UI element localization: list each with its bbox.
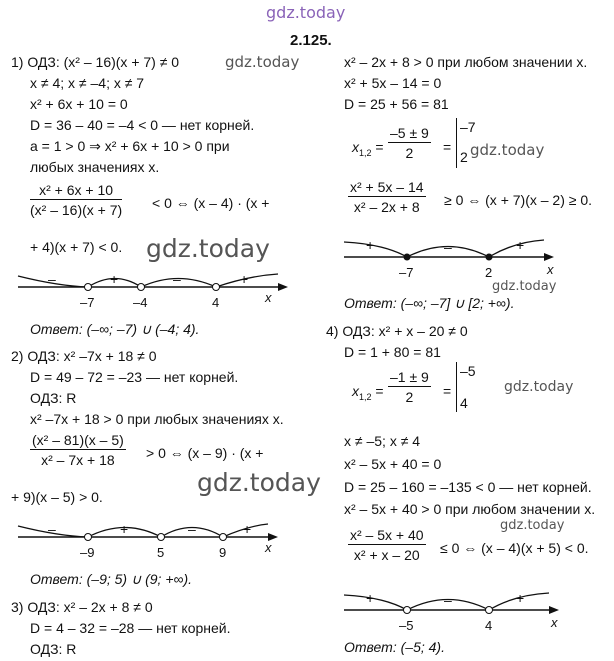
p1-line3: x² + 6x + 10 = 0 — [30, 96, 128, 112]
point-label: –9 — [80, 545, 95, 560]
watermark-large-2: gdz.today — [197, 468, 321, 497]
p3c-roots-fraction — [388, 126, 431, 160]
root-1: –5 — [460, 363, 476, 379]
point-label: 4 — [485, 618, 493, 633]
p2-fraction — [30, 433, 126, 467]
p2-line1: 2) ОДЗ: x² –7x + 18 ≠ 0 — [11, 348, 157, 364]
sign-label: – — [48, 521, 56, 537]
root-2: 4 — [460, 395, 468, 411]
p4-line4: x² – 5x + 40 = 0 — [344, 456, 442, 472]
p3-line1: 3) ОДЗ: x² – 2x + 8 ≠ 0 — [11, 599, 153, 615]
p3c-fraction — [348, 180, 426, 214]
p1-fraction-after: < 0 ⇔ (x – 4) · (x + — [152, 195, 270, 211]
p2-fraction-after: > 0 ⇔ (x – 9) · (x + — [146, 445, 264, 461]
p4-fraction-denominator: x² + x – 20 — [353, 547, 420, 563]
p4-answer: Ответ: (–5; 4). — [344, 639, 445, 655]
watermark-small: gdz.today — [492, 279, 557, 294]
p2-fraction-denominator: x² – 7x + 18 — [41, 452, 115, 468]
p2-line4: x² –7x + 18 > 0 при любых значениях x. — [30, 411, 284, 427]
p4-line1: 4) ОДЗ: x² + x – 20 ≠ 0 — [326, 323, 468, 339]
p4-roots-label: $x_{1,2}$ = — [352, 383, 384, 402]
p3-line3: ОДЗ: R — [30, 641, 77, 657]
p3c-roots-label: $x_{1,2}$ = — [352, 139, 384, 158]
p3c-fraction-after: ≥ 0 ⇔ (x + 7)(x – 2) ≥ 0. — [444, 192, 593, 208]
root-2: 2 — [460, 149, 468, 165]
p2-line3: ОДЗ: R — [30, 390, 77, 406]
watermark-inline-3: gdz.today — [504, 379, 574, 395]
p1-line7: + 4)(x + 7) < 0. — [30, 239, 123, 255]
p4-fraction-numerator: x² – 5x + 40 — [350, 527, 424, 543]
p3c-line3: D = 25 + 56 = 81 — [344, 96, 449, 112]
root-1: –7 — [460, 119, 476, 135]
p2-line5: + 9)(x – 5) > 0. — [11, 489, 103, 505]
watermark-large-1: gdz.today — [146, 234, 270, 263]
p2-line2: D = 49 – 72 = –23 — нет корней. — [30, 369, 239, 385]
roots-brace — [456, 118, 457, 168]
sign-label: + — [110, 271, 119, 287]
p1-line5: a = 1 > 0 ⇒ x² + 6x + 10 > 0 при — [30, 138, 230, 154]
watermark-small-2: gdz.today — [500, 518, 565, 533]
number-line-point — [486, 254, 493, 261]
roots-denominator: 2 — [405, 389, 414, 405]
number-line-arrow — [544, 253, 554, 261]
p1-answer: Ответ: (–∞; –7) ∪ (–4; 4). — [30, 321, 200, 337]
p3c-fraction-denominator: x² – 2x + 8 — [353, 199, 420, 215]
point-label: 5 — [157, 545, 165, 560]
watermark-inline: gdz.today — [225, 53, 300, 71]
watermark-inline-2: gdz.today — [470, 141, 545, 159]
p4-line6: x² – 5x + 40 > 0 при любом значении x. — [344, 501, 596, 517]
p3c-answer: Ответ: (–∞; –7] ∪ [2; +∞). — [344, 295, 515, 311]
number-line-point — [85, 534, 92, 541]
roots-brace — [456, 362, 457, 412]
sign-label: + — [240, 271, 249, 287]
p3-line2: D = 4 – 32 = –28 — нет корней. — [30, 620, 231, 636]
number-line-point — [220, 534, 227, 541]
roots-sub: 1,2 — [359, 391, 372, 402]
number-line-arcs — [18, 274, 278, 287]
sign-label: + — [366, 237, 375, 253]
number-line-point — [158, 534, 165, 541]
p2-fraction-numerator: (x² – 81)(x – 5) — [32, 432, 124, 448]
point-label: –4 — [133, 295, 148, 310]
number-line-arrow — [278, 283, 288, 291]
axis-variable: x — [265, 540, 272, 555]
p1-line2: x ≠ 4; x ≠ –4; x ≠ 7 — [30, 75, 145, 91]
point-label: 2 — [485, 265, 493, 280]
p4-line2: D = 1 + 80 = 81 — [344, 344, 441, 360]
axis-variable: x — [547, 262, 554, 277]
point-label: 4 — [212, 295, 220, 310]
p1-line4: D = 36 – 40 = –4 < 0 — нет корней. — [30, 117, 255, 133]
p3c-fraction-numerator: x² + 5x – 14 — [350, 179, 424, 195]
p3c-line1: x² – 2x + 8 > 0 при любом значении x. — [344, 54, 588, 70]
sign-label: – — [173, 271, 181, 287]
number-line-point — [486, 607, 493, 614]
p1-line1: 1) ОДЗ: (x² – 16)(x + 7) ≠ 0 — [11, 54, 180, 70]
sign-label: + — [243, 521, 252, 537]
sign-label: – — [48, 271, 56, 287]
roots-sub: 1,2 — [359, 147, 372, 158]
sign-label: + — [516, 237, 525, 253]
p3c-line2: x² + 5x – 14 = 0 — [344, 75, 442, 91]
point-label: –7 — [80, 295, 95, 310]
sign-label: + — [120, 521, 129, 537]
p2-number-line — [18, 512, 298, 564]
p4-fraction-after: ≤ 0 ⇔ (x – 4)(x + 5) < 0. — [440, 540, 589, 556]
axis-variable: x — [551, 615, 558, 630]
number-line-point — [138, 284, 145, 291]
p4-number-line — [344, 585, 574, 637]
sign-label: + — [366, 590, 375, 606]
p1-fraction — [30, 183, 122, 217]
number-line-point — [213, 284, 220, 291]
p1-number-line — [18, 262, 298, 314]
roots-numerator: –1 ± 9 — [390, 369, 429, 385]
roots-numerator: –5 ± 9 — [390, 125, 429, 141]
watermark-top: gdz.today — [266, 3, 346, 22]
problem-title: 2.125. — [290, 32, 332, 49]
p1-fraction-numerator: x² + 6x + 10 — [30, 183, 122, 200]
equals-sign: = — [443, 383, 452, 399]
p4-line3: x ≠ –5; x ≠ 4 — [344, 433, 421, 449]
roots-denominator: 2 — [405, 145, 414, 161]
roots-var: x — [352, 383, 359, 399]
sign-label: – — [188, 521, 196, 537]
number-line-arrow — [549, 606, 559, 614]
p4-line5: D = 25 – 160 = –135 < 0 — нет корней. — [344, 479, 592, 495]
p1-fraction-denominator: (x² – 16)(x + 7) — [30, 202, 123, 218]
p1-line6: любых значениях x. — [30, 159, 160, 175]
number-line-point — [404, 254, 411, 261]
number-line-point — [85, 284, 92, 291]
axis-variable: x — [265, 290, 272, 305]
p3c-number-line — [344, 232, 564, 284]
sign-label: – — [444, 592, 452, 608]
sign-label: + — [516, 590, 525, 606]
point-label: 9 — [219, 545, 227, 560]
sign-label: – — [444, 239, 452, 255]
point-label: –5 — [399, 618, 414, 633]
p4-roots-fraction — [388, 370, 431, 404]
point-label: –7 — [399, 265, 414, 280]
equals-sign: = — [443, 139, 452, 155]
p4-fraction — [348, 528, 426, 562]
number-line-point — [404, 607, 411, 614]
roots-var: x — [352, 139, 359, 155]
p2-answer: Ответ: (–9; 5) ∪ (9; +∞). — [30, 571, 193, 587]
